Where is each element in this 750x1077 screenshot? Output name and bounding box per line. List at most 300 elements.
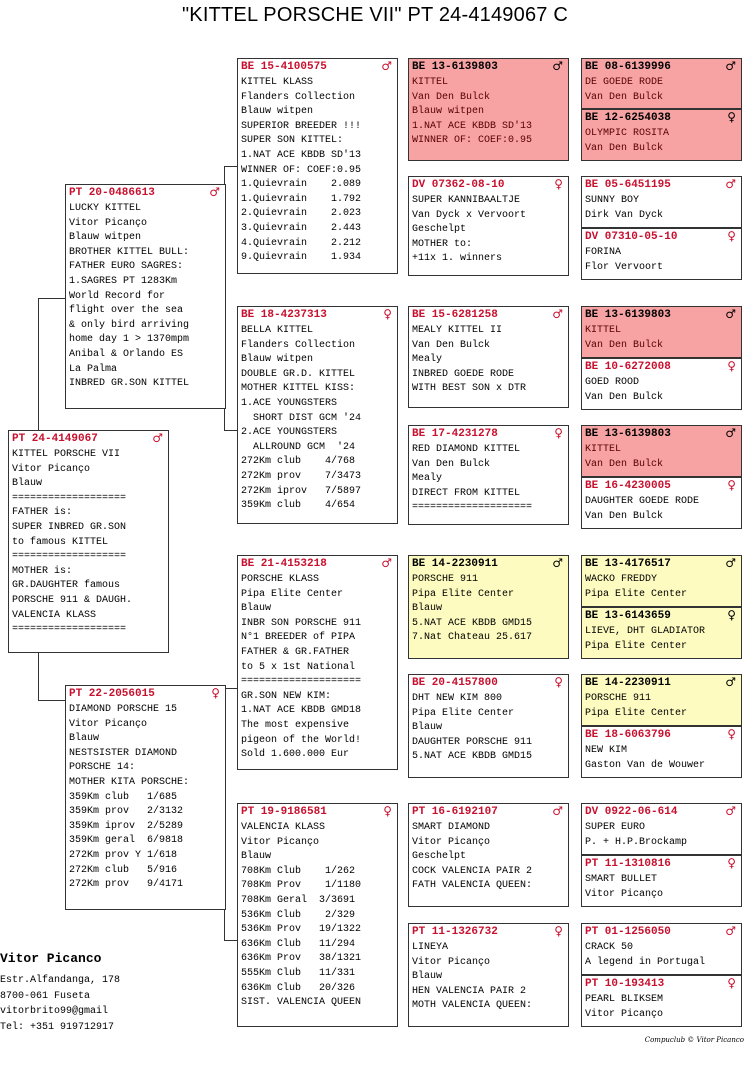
- ancestor-card-sdd: [408, 425, 569, 525]
- detail-line: BELLA KITTEL: [241, 325, 314, 336]
- detail-line: PORSCHE 911: [585, 693, 652, 704]
- card-details: [582, 939, 741, 970]
- ring-number: BE 16-4230005: [585, 480, 671, 492]
- detail-line: GR.DAUGHTER famous: [12, 580, 121, 592]
- card-details: [582, 322, 741, 353]
- ancestor-card-sssd: [581, 109, 742, 161]
- detail-line: 1.NAT ACE KBDB SD'13: [412, 120, 533, 132]
- detail-line: SUPER SON KITTEL:: [241, 135, 344, 147]
- detail-line: Flor Vervoort: [585, 261, 664, 273]
- detail-line: World Record for: [69, 290, 166, 302]
- card-details: [582, 991, 741, 1022]
- detail-line: 536Km Club 2/329: [241, 909, 356, 921]
- detail-line: Van Dyck x Vervoort: [412, 209, 527, 221]
- detail-line: Blauw: [241, 851, 272, 863]
- detail-line: 359Km geral 6/9818: [69, 835, 184, 847]
- ring-number: BE 13-6139803: [585, 428, 671, 440]
- detail-line: Pipa Elite Center: [412, 588, 515, 600]
- detail-line: ALLROUND GCM '24: [241, 441, 356, 453]
- card-details: [582, 571, 741, 602]
- ring-number: BE 13-6139803: [412, 61, 498, 73]
- ancestor-card-dds: [408, 803, 569, 907]
- ring-number: BE 10-6272008: [585, 361, 671, 373]
- detail-line: Blauw: [69, 733, 100, 745]
- female-icon: ♀: [727, 856, 736, 870]
- ring-number: PT 01-1256050: [585, 926, 671, 938]
- detail-line: Vitor Picanço: [585, 1008, 664, 1020]
- card-details: [66, 701, 225, 893]
- detail-line: 272Km club 4/768: [241, 456, 356, 468]
- male-icon: ♂: [552, 59, 563, 73]
- detail-line: Blauw witpen: [241, 106, 314, 118]
- male-icon: ♂: [725, 804, 736, 818]
- card-details: [582, 690, 741, 721]
- ancestor-card-ssd: [408, 176, 569, 276]
- card-details: [409, 322, 568, 397]
- detail-line: Sold 1.600.000 Eur: [241, 749, 350, 761]
- detail-line: N°1 BREEDER of PIPA: [241, 632, 356, 644]
- granddam-paternal-card: [237, 306, 398, 524]
- female-icon: ♀: [727, 976, 736, 990]
- detail-line: WINNER OF: COEF:0.95: [412, 135, 533, 147]
- detail-line: Van Den Bulck: [412, 339, 491, 351]
- detail-line: MOTHER to:: [412, 238, 473, 250]
- male-icon: ♂: [552, 307, 563, 321]
- female-icon: ♀: [727, 608, 736, 622]
- detail-line: 7.Nat Chateau 25.617: [412, 632, 533, 644]
- detail-line: DHT NEW KIM 800: [412, 693, 503, 704]
- detail-line: FATHER & GR.FATHER: [241, 646, 350, 658]
- detail-line: 272Km iprov 7/5897: [241, 485, 362, 497]
- card-details: [409, 939, 568, 1014]
- detail-line: 708Km Prov 1/1180: [241, 880, 362, 892]
- address-postcode: 8700-061 Fuseta: [0, 990, 91, 1002]
- detail-line: DAUGHTER PORSCHE 911: [412, 736, 533, 748]
- female-icon: ♀: [554, 924, 563, 938]
- connector-line: [38, 652, 39, 700]
- ring-number: BE 17-4231278: [412, 428, 498, 440]
- sire-card: [65, 184, 226, 409]
- detail-line: KITTEL KLASS: [241, 77, 314, 88]
- female-icon: ♀: [727, 110, 736, 124]
- ancestor-card-sddd: [581, 477, 742, 529]
- male-icon: ♂: [152, 431, 163, 445]
- grandsire-paternal-card: [237, 58, 398, 274]
- detail-line: Blauw: [241, 603, 272, 615]
- detail-line: CRACK 50: [585, 942, 634, 953]
- ancestor-card-dss: [408, 555, 569, 659]
- address-street: Estr.Alfandanga, 178: [0, 975, 121, 986]
- ring-number: BE 18-6063796: [585, 729, 671, 741]
- male-icon: ♂: [725, 924, 736, 938]
- card-details: [409, 441, 568, 516]
- card-details: [238, 322, 397, 514]
- detail-line: MOTH VALENCIA QUEEN:: [412, 1000, 533, 1012]
- detail-line: COCK VALENCIA PAIR 2: [412, 865, 533, 877]
- detail-line: SUPER KANNIBAALTJE: [412, 195, 521, 206]
- ancestor-card-ddss: [581, 803, 742, 855]
- female-icon: ♀: [383, 804, 392, 818]
- detail-line: Vitor Picanço: [12, 463, 91, 475]
- detail-line: ===================: [12, 492, 127, 504]
- detail-line: NESTSISTER DIAMOND: [69, 747, 178, 759]
- detail-line: MOTHER KITTEL KISS:: [241, 383, 356, 395]
- ancestor-card-sds: [408, 306, 569, 408]
- connector-line: [224, 430, 237, 431]
- detail-line: PORSCHE KLASS: [241, 574, 320, 585]
- detail-line: 2.Quievrain 2.023: [241, 208, 362, 220]
- detail-line: KITTEL: [412, 77, 449, 88]
- detail-line: Flanders Collection: [241, 91, 356, 103]
- detail-line: flight over the sea: [69, 305, 184, 317]
- address-phone: Tel: +351 919712917: [0, 1021, 115, 1033]
- card-details: [238, 74, 397, 266]
- detail-line: 1.NAT ACE KBDB GMD18: [241, 705, 362, 717]
- male-icon: ♂: [725, 59, 736, 73]
- card-details: [582, 192, 741, 223]
- detail-line: LIEVE, DHT GLADIATOR: [585, 626, 706, 637]
- detail-line: Geschelpt: [412, 224, 467, 236]
- detail-line: 5.NAT ACE KBDB GMD15: [412, 617, 533, 629]
- owner-name: Vitor Picanco: [0, 951, 102, 966]
- card-details: [409, 192, 568, 267]
- ring-number: BE 13-4176517: [585, 558, 671, 570]
- ancestor-card-dssd: [581, 607, 742, 659]
- detail-line: VALENCIA KLASS: [12, 609, 97, 621]
- detail-line: 5.NAT ACE KBDB GMD15: [412, 751, 533, 763]
- detail-line: 1.Quievrain 2.089: [241, 179, 362, 191]
- detail-line: NEW KIM: [585, 745, 628, 756]
- ring-number: PT 10-193413: [585, 978, 665, 990]
- ancestor-card-dsdd: [581, 726, 742, 778]
- detail-line: INBR SON PORSCHE 911: [241, 617, 362, 629]
- male-icon: ♂: [381, 556, 392, 570]
- connector-line: [38, 298, 65, 299]
- detail-line: P. + H.P.Brockamp: [585, 836, 688, 848]
- detail-line: PORSCHE 911: [412, 574, 479, 585]
- card-details: [582, 244, 741, 275]
- ring-number: DV 07362-08-10: [412, 179, 505, 191]
- card-details: [409, 74, 568, 149]
- detail-line: SMART DIAMOND: [412, 822, 491, 833]
- detail-line: ====================: [412, 502, 533, 514]
- detail-line: Gaston Van de Wouwer: [585, 759, 706, 771]
- detail-line: MEALY KITTEL II: [412, 325, 503, 336]
- detail-line: KITTEL PORSCHE VII: [12, 449, 121, 460]
- detail-line: DIAMOND PORSCHE 15: [69, 704, 178, 715]
- detail-line: A legend in Portugal: [585, 956, 706, 968]
- ancestor-card-ddds: [581, 923, 742, 975]
- female-icon: ♀: [211, 686, 220, 700]
- detail-line: RED DIAMOND KITTEL: [412, 444, 521, 455]
- female-icon: ♀: [554, 177, 563, 191]
- detail-line: FATHER EURO SAGRES:: [69, 261, 184, 273]
- detail-line: Blauw: [412, 971, 443, 983]
- connector-line: [38, 298, 39, 430]
- ring-number: PT 11-1310816: [585, 858, 671, 870]
- ancestor-card-ssdd: [581, 228, 742, 280]
- female-icon: ♀: [383, 307, 392, 321]
- detail-line: WINNER OF: COEF:0.95: [241, 164, 362, 176]
- detail-line: Blauw: [12, 478, 43, 490]
- ring-number: DV 0922-06-614: [585, 806, 678, 818]
- detail-line: INBRED GOEDE RODE: [412, 368, 515, 380]
- detail-line: 359Km club 1/685: [69, 791, 178, 803]
- detail-line: SUNNY BOY: [585, 195, 640, 206]
- male-icon: ♂: [725, 556, 736, 570]
- card-details: [582, 742, 741, 773]
- ancestor-card-ssds: [581, 176, 742, 228]
- detail-line: Vitor Picanço: [69, 217, 148, 229]
- detail-line: Vitor Picanço: [69, 718, 148, 730]
- card-details: [409, 690, 568, 765]
- detail-line: Pipa Elite Center: [412, 707, 515, 719]
- footer-credit: Compuclub © Vitor Picanco: [644, 1036, 744, 1044]
- detail-line: Van Den Bulck: [585, 391, 664, 403]
- ring-number: BE 08-6139996: [585, 61, 671, 73]
- ancestor-card-ddsd: [581, 855, 742, 907]
- ring-number: BE 18-4237313: [241, 309, 327, 321]
- card-details: [409, 571, 568, 646]
- detail-line: FATHER is:: [12, 507, 73, 519]
- ring-number: BE 20-4157800: [412, 677, 498, 689]
- card-details: [238, 819, 397, 1011]
- detail-line: OLYMPIC ROSITA: [585, 128, 670, 139]
- detail-line: 1.SAGRES PT 1283Km: [69, 275, 178, 287]
- detail-line: 536Km Prov 19/1322: [241, 924, 362, 936]
- detail-line: Dirk Van Dyck: [585, 209, 664, 221]
- ring-number: PT 24-4149067: [12, 433, 98, 445]
- detail-line: home day 1 > 1370mpm: [69, 334, 190, 346]
- card-details: [582, 125, 741, 156]
- ring-number: DV 07310-05-10: [585, 231, 678, 243]
- detail-line: 272Km prov Y 1/618: [69, 849, 178, 861]
- detail-line: SMART BULLET: [585, 874, 658, 885]
- grandsire-maternal-card: [237, 555, 398, 770]
- detail-line: Pipa Elite Center: [585, 707, 688, 719]
- detail-line: LINEYA: [412, 942, 449, 953]
- detail-line: PORSCHE 911 & DAUGH.: [12, 594, 133, 606]
- detail-line: VALENCIA KLASS: [241, 822, 326, 833]
- detail-line: KITTEL: [585, 444, 622, 455]
- detail-line: Van Den Bulck: [585, 339, 664, 351]
- detail-line: ===================: [12, 551, 127, 563]
- male-icon: ♂: [209, 185, 220, 199]
- detail-line: 555Km Club 11/331: [241, 967, 356, 979]
- detail-line: Blauw witpen: [69, 232, 142, 244]
- detail-line: 636Km Club 20/326: [241, 982, 356, 994]
- detail-line: DOUBLE GR.D. KITTEL: [241, 368, 356, 380]
- detail-line: Vitor Picanço: [412, 836, 491, 848]
- male-icon: ♂: [552, 804, 563, 818]
- detail-line: SUPER EURO: [585, 822, 646, 833]
- ring-number: BE 15-4100575: [241, 61, 327, 73]
- card-details: [582, 623, 741, 654]
- ring-number: BE 13-6139803: [585, 309, 671, 321]
- ring-number: PT 19-9186581: [241, 806, 327, 818]
- detail-line: ====================: [241, 676, 362, 688]
- ring-number: BE 21-4153218: [241, 558, 327, 570]
- detail-line: +11x 1. winners: [412, 253, 503, 265]
- detail-line: & only bird arriving: [69, 319, 190, 331]
- ancestor-card-ssss: [581, 58, 742, 109]
- detail-line: Van Den Bulck: [585, 91, 664, 103]
- ancestor-card-sss: [408, 58, 569, 161]
- card-details: [409, 819, 568, 894]
- female-icon: ♀: [727, 229, 736, 243]
- dam-card: [65, 685, 226, 910]
- female-icon: ♀: [554, 426, 563, 440]
- detail-line: Mealy: [412, 354, 443, 366]
- detail-line: 272Km prov 7/3473: [241, 470, 362, 482]
- detail-line: FORINA: [585, 247, 622, 258]
- detail-line: Anibal & Orlando ES: [69, 348, 184, 360]
- ring-number: BE 14-2230911: [412, 558, 498, 570]
- card-details: [582, 74, 741, 105]
- detail-line: Van Den Bulck: [412, 91, 491, 103]
- detail-line: 359Km club 4/654: [241, 500, 356, 512]
- detail-line: 1.Quievrain 1.792: [241, 193, 362, 205]
- ring-number: PT 22-2056015: [69, 688, 155, 700]
- ancestor-card-dsss: [581, 555, 742, 607]
- card-details: [582, 374, 741, 405]
- detail-line: 708Km Geral 3/3691: [241, 894, 356, 906]
- detail-line: Blauw witpen: [241, 354, 314, 366]
- card-details: [66, 200, 225, 392]
- detail-line: Pipa Elite Center: [585, 588, 688, 600]
- male-icon: ♂: [725, 307, 736, 321]
- male-icon: ♂: [381, 59, 392, 73]
- detail-line: 359Km iprov 2/5289: [69, 820, 184, 832]
- detail-line: 272Km club 5/916: [69, 864, 178, 876]
- male-icon: ♂: [725, 177, 736, 191]
- card-details: [9, 446, 168, 638]
- detail-line: 2.ACE YOUNGSTERS: [241, 427, 338, 439]
- detail-line: 708Km Club 1/262: [241, 865, 356, 877]
- ring-number: BE 12-6254038: [585, 112, 671, 124]
- detail-line: MOTHER KITA PORSCHE:: [69, 776, 190, 788]
- detail-line: Van Den Bulck: [585, 510, 664, 522]
- address-email: vitorbrito99@gmail: [0, 1006, 109, 1018]
- male-icon: ♂: [725, 675, 736, 689]
- ancestor-card-dsd: [408, 674, 569, 778]
- card-details: [582, 819, 741, 850]
- detail-line: Vitor Picanço: [585, 888, 664, 900]
- ancestor-card-sdsd: [581, 358, 742, 410]
- detail-line: 9.Quievrain 1.934: [241, 252, 362, 264]
- detail-line: Blauw: [412, 722, 443, 734]
- granddam-maternal-card: [237, 803, 398, 1027]
- detail-line: ===================: [12, 624, 127, 636]
- card-details: [582, 871, 741, 902]
- detail-line: Van Den Bulck: [585, 458, 664, 470]
- detail-line: Mealy: [412, 473, 443, 485]
- ring-number: BE 13-6143659: [585, 610, 671, 622]
- ring-number: PT 16-6192107: [412, 806, 498, 818]
- card-details: [582, 493, 741, 524]
- detail-line: KITTEL: [585, 325, 622, 336]
- detail-line: La Palma: [69, 363, 118, 375]
- detail-line: INBRED GR.SON KITTEL: [69, 378, 190, 390]
- detail-line: 1.NAT ACE KBDB SD'13: [241, 149, 362, 161]
- connector-line: [224, 166, 237, 167]
- detail-line: Van Den Bulck: [585, 142, 664, 154]
- detail-line: to famous KITTEL: [12, 536, 109, 548]
- detail-line: 272Km prov 9/4171: [69, 879, 184, 891]
- detail-line: GOED ROOD: [585, 377, 640, 388]
- detail-line: DAUGHTER GOEDE RODE: [585, 496, 700, 507]
- ring-number: PT 11-1326732: [412, 926, 498, 938]
- female-icon: ♀: [554, 675, 563, 689]
- detail-line: PEARL BLIKSEM: [585, 994, 664, 1005]
- detail-line: HEN VALENCIA PAIR 2: [412, 985, 527, 997]
- detail-line: 636Km Club 11/294: [241, 938, 356, 950]
- detail-line: SUPER INBRED GR.SON: [12, 521, 127, 533]
- ring-number: BE 05-6451195: [585, 179, 671, 191]
- detail-line: 3.Quievrain 2.443: [241, 222, 362, 234]
- card-details: [582, 441, 741, 472]
- detail-line: LUCKY KITTEL: [69, 203, 142, 214]
- female-icon: ♀: [727, 359, 736, 373]
- detail-line: BROTHER KITTEL BULL:: [69, 246, 190, 258]
- card-details: [238, 571, 397, 763]
- pedigree-title: "KITTEL PORSCHE VII" PT 24-4149067 C: [182, 4, 568, 26]
- subject-pigeon-card: [8, 430, 169, 653]
- detail-line: 1.ACE YOUNGSTERS: [241, 397, 338, 409]
- detail-line: SUPERIOR BREEDER !!!: [241, 120, 362, 132]
- detail-line: Pipa Elite Center: [241, 588, 344, 600]
- detail-line: 4.Quievrain 2.212: [241, 237, 362, 249]
- detail-line: Flanders Collection: [241, 339, 356, 351]
- ring-number: BE 14-2230911: [585, 677, 671, 689]
- detail-line: Vitor Picanço: [241, 836, 320, 848]
- female-icon: ♀: [727, 478, 736, 492]
- ring-number: BE 15-6281258: [412, 309, 498, 321]
- female-icon: ♀: [727, 727, 736, 741]
- ancestor-card-sdds: [581, 425, 742, 477]
- detail-line: Geschelpt: [412, 851, 467, 863]
- detail-line: 359Km prov 2/3132: [69, 806, 184, 818]
- male-icon: ♂: [725, 426, 736, 440]
- detail-line: MOTHER is:: [12, 565, 73, 577]
- detail-line: DE GOEDE RODE: [585, 77, 664, 88]
- detail-line: SHORT DIST GCM '24: [241, 412, 362, 424]
- ancestor-card-ddd: [408, 923, 569, 1027]
- detail-line: Van Den Bulck: [412, 458, 491, 470]
- detail-line: PORSCHE 14:: [69, 762, 136, 774]
- detail-line: 636Km Prov 38/1321: [241, 953, 362, 965]
- detail-line: WACKO FREDDY: [585, 574, 658, 585]
- detail-line: WITH BEST SON x DTR: [412, 383, 527, 395]
- detail-line: SIST. VALENCIA QUEEN: [241, 997, 362, 1009]
- connector-line: [224, 940, 237, 941]
- detail-line: pigeon of the World!: [241, 734, 362, 746]
- ancestor-card-dsds: [581, 674, 742, 726]
- owner-address: [0, 951, 150, 1035]
- ancestor-card-dddd: [581, 975, 742, 1027]
- ring-number: PT 20-0486613: [69, 187, 155, 199]
- detail-line: Blauw witpen: [412, 106, 485, 118]
- connector-line: [38, 700, 65, 701]
- detail-line: The most expensive: [241, 719, 350, 731]
- detail-line: FATH VALENCIA QUEEN:: [412, 880, 533, 892]
- male-icon: ♂: [552, 556, 563, 570]
- detail-line: Pipa Elite Center: [585, 640, 688, 652]
- detail-line: Blauw: [412, 603, 443, 615]
- detail-line: Vitor Picanço: [412, 956, 491, 968]
- ancestor-card-sdss: [581, 306, 742, 358]
- detail-line: to 5 x 1st National: [241, 661, 356, 673]
